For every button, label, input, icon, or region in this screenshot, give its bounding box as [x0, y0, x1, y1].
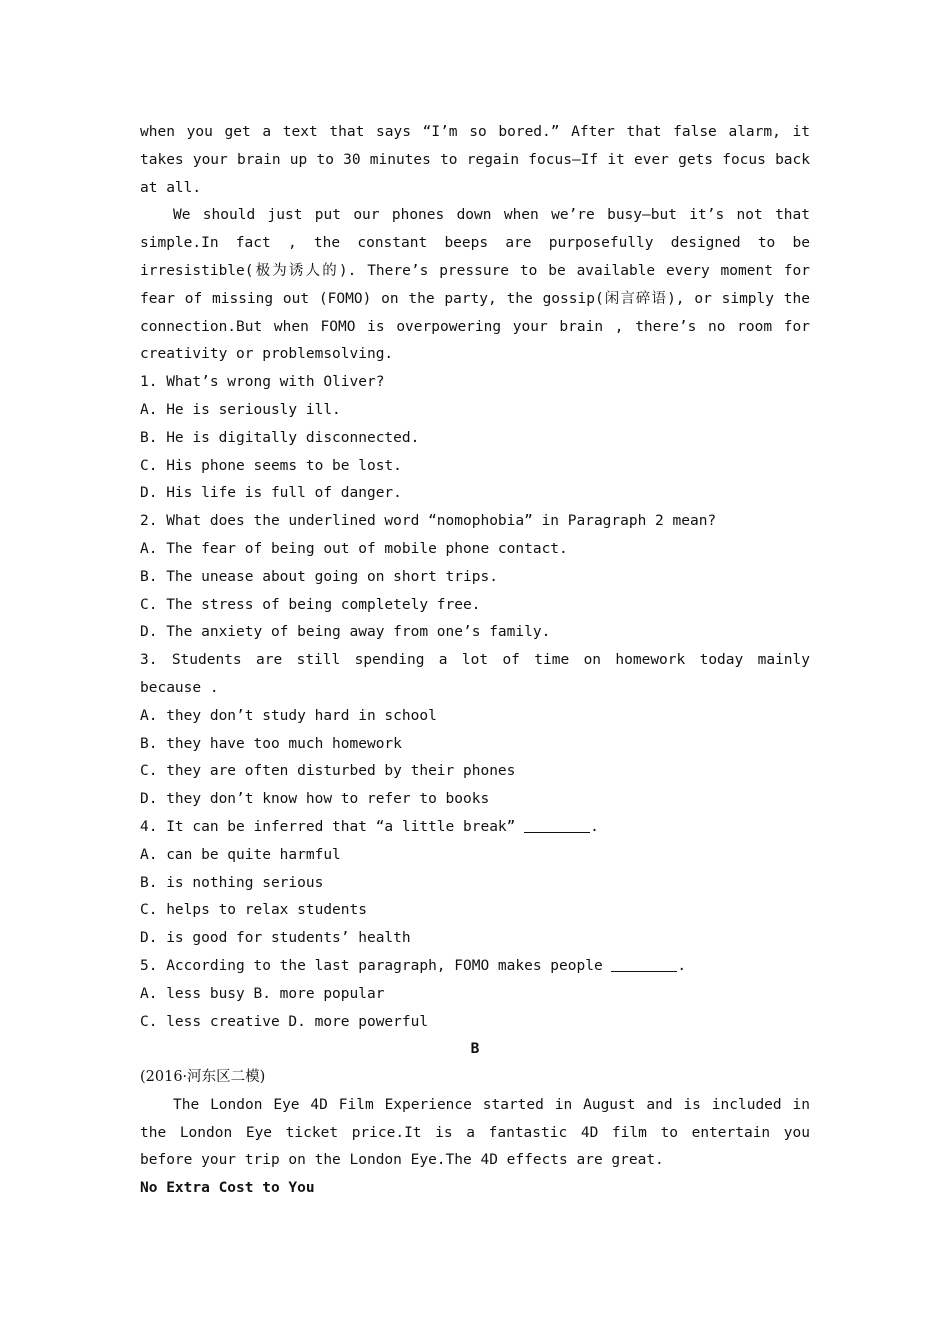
question-5-options-cd: C. less creative D. more powerful: [140, 1013, 429, 1030]
question-2: [140, 508, 810, 647]
question-4-option-d: D. is good for students’ health: [140, 930, 411, 947]
section-b-letter: B: [470, 1041, 480, 1058]
question-1-option-c: C. His phone seems to be lost.: [140, 457, 402, 474]
question-3: [140, 647, 810, 814]
question-2-option-a: A. The fear of being out of mobile phone contact.: [140, 540, 568, 557]
question-3-stem: 3. Students are still spending a lot of time on homework today mainly because .: [140, 652, 810, 696]
section-b-source: (2016·河东区二模): [140, 1069, 266, 1086]
question-2-option-d: D. The anxiety of being away from one’s family.: [140, 624, 551, 641]
section-b-heading: No Extra Cost to You: [140, 1180, 315, 1197]
question-4-stem: 4. It can be inferred that “a little break”: [140, 818, 516, 835]
question-1-option-d: D. His life is full of danger.: [140, 485, 402, 502]
question-4-option-c: C. helps to relax students: [140, 902, 367, 919]
question-4-option-b: B. is nothing serious: [140, 874, 324, 891]
question-3-option-c: C. they are often disturbed by their phones: [140, 763, 516, 780]
question-5-stem-line: [140, 953, 810, 981]
passage-a-paragraph-continued: when you get a text that says “I’m so bored.” After that false alarm, it takes your brain up to 30 minutes to regain focus—If it ever gets focus back at all.: [140, 124, 810, 196]
question-2-option-c: C. The stress of being completely free.: [140, 596, 481, 613]
question-1-option-b: B. He is digitally disconnected.: [140, 429, 420, 446]
question-3-option-d: D. they don’t know how to refer to books: [140, 791, 490, 808]
question-1-stem: 1. What’s wrong with Oliver?: [140, 374, 385, 391]
passage-a-paragraph-last: We should just put our phones down when we’re busy—but it’s not that simple.In fact , the constant beeps are purposefully designed to be irresistible(极为诱人的). There’s pressure to be available every moment for fear of missing out (FOMO) on the party, the gossip(闲言碎语), or simply the connection.But when FOMO is overpowering your brain , there’s no room for creativity or problemsolving.: [140, 207, 810, 363]
question-2-stem: 2. What does the underlined word “nomophobia” in Paragraph 2 mean?: [140, 513, 717, 530]
question-5-stem: 5. According to the last paragraph, FOMO makes people: [140, 957, 603, 974]
question-3-option-a: A. they don’t study hard in school: [140, 707, 437, 724]
question-4: [140, 814, 810, 953]
document-page: [140, 119, 810, 1203]
section-b-intro: The London Eye 4D Film Experience started in August and is included in the London Eye ticket price.It is a fantastic 4D film to entertain you before your trip on the London Eye.The 4D effects are great.: [140, 1096, 810, 1169]
answer-blank: [611, 955, 677, 972]
question-5-stem-end: .: [677, 957, 687, 974]
question-4-stem-end: .: [590, 818, 599, 835]
question-5-options-ab: A. less busy B. more popular: [140, 985, 385, 1002]
question-3-option-b: B. they have too much homework: [140, 735, 402, 752]
question-4-stem-line: [140, 814, 810, 842]
question-5: [140, 953, 810, 1036]
question-1-option-a: A. He is seriously ill.: [140, 401, 341, 418]
answer-blank: [524, 816, 590, 833]
question-4-option-a: A. can be quite harmful: [140, 846, 341, 863]
question-1: [140, 369, 810, 508]
question-2-option-b: B. The unease about going on short trips.: [140, 568, 498, 585]
